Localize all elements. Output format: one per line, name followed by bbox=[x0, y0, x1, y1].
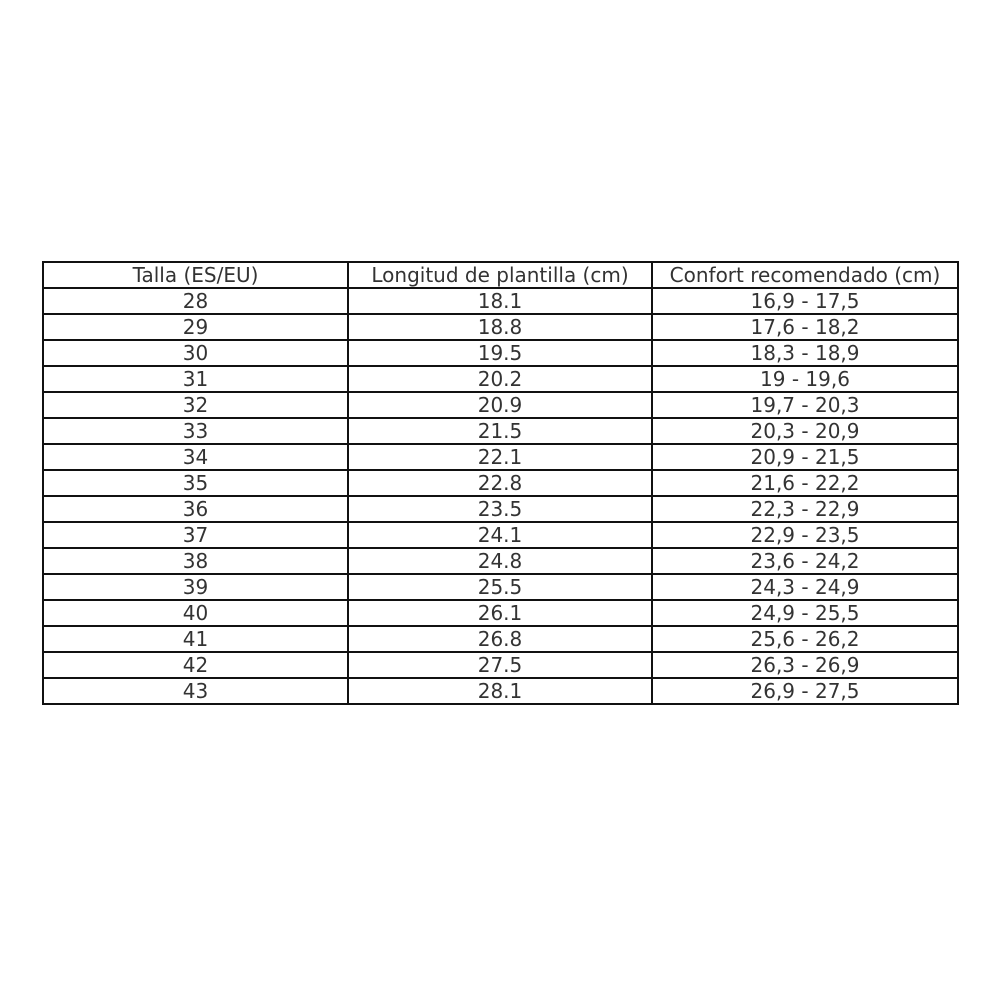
cell-insole-length: 25.5 bbox=[348, 574, 652, 600]
cell-recommended-comfort: 25,6 - 26,2 bbox=[652, 626, 958, 652]
table-row bbox=[43, 548, 958, 574]
cell-size: 43 bbox=[43, 678, 348, 704]
cell-size: 40 bbox=[43, 600, 348, 626]
cell-insole-length: 24.8 bbox=[348, 548, 652, 574]
cell-recommended-comfort: 26,3 - 26,9 bbox=[652, 652, 958, 678]
cell-size: 28 bbox=[43, 288, 348, 314]
table-body bbox=[43, 288, 958, 704]
cell-recommended-comfort: 24,3 - 24,9 bbox=[652, 574, 958, 600]
cell-size: 41 bbox=[43, 626, 348, 652]
cell-size: 36 bbox=[43, 496, 348, 522]
table-row bbox=[43, 678, 958, 704]
cell-insole-length: 18.1 bbox=[348, 288, 652, 314]
cell-recommended-comfort: 23,6 - 24,2 bbox=[652, 548, 958, 574]
cell-recommended-comfort: 22,3 - 22,9 bbox=[652, 496, 958, 522]
cell-size: 42 bbox=[43, 652, 348, 678]
table-row bbox=[43, 652, 958, 678]
cell-size: 38 bbox=[43, 548, 348, 574]
table-row bbox=[43, 444, 958, 470]
header-recommended-comfort: Confort recomendado (cm) bbox=[652, 262, 958, 288]
cell-insole-length: 19.5 bbox=[348, 340, 652, 366]
cell-recommended-comfort: 17,6 - 18,2 bbox=[652, 314, 958, 340]
cell-size: 34 bbox=[43, 444, 348, 470]
table-row bbox=[43, 600, 958, 626]
cell-size: 33 bbox=[43, 418, 348, 444]
cell-insole-length: 24.1 bbox=[348, 522, 652, 548]
table-row bbox=[43, 496, 958, 522]
cell-recommended-comfort: 21,6 - 22,2 bbox=[652, 470, 958, 496]
cell-insole-length: 23.5 bbox=[348, 496, 652, 522]
cell-recommended-comfort: 18,3 - 18,9 bbox=[652, 340, 958, 366]
cell-size: 31 bbox=[43, 366, 348, 392]
cell-recommended-comfort: 16,9 - 17,5 bbox=[652, 288, 958, 314]
header-insole-length: Longitud de plantilla (cm) bbox=[348, 262, 652, 288]
cell-recommended-comfort: 20,3 - 20,9 bbox=[652, 418, 958, 444]
table-row bbox=[43, 340, 958, 366]
cell-insole-length: 21.5 bbox=[348, 418, 652, 444]
cell-size: 39 bbox=[43, 574, 348, 600]
cell-size: 37 bbox=[43, 522, 348, 548]
cell-size: 30 bbox=[43, 340, 348, 366]
table-row bbox=[43, 470, 958, 496]
cell-size: 32 bbox=[43, 392, 348, 418]
table-row bbox=[43, 522, 958, 548]
cell-insole-length: 22.8 bbox=[348, 470, 652, 496]
cell-size: 29 bbox=[43, 314, 348, 340]
table-row bbox=[43, 314, 958, 340]
cell-insole-length: 18.8 bbox=[348, 314, 652, 340]
cell-recommended-comfort: 22,9 - 23,5 bbox=[652, 522, 958, 548]
table-row bbox=[43, 366, 958, 392]
cell-insole-length: 20.9 bbox=[348, 392, 652, 418]
table-row bbox=[43, 574, 958, 600]
table-row bbox=[43, 288, 958, 314]
cell-insole-length: 20.2 bbox=[348, 366, 652, 392]
cell-recommended-comfort: 26,9 - 27,5 bbox=[652, 678, 958, 704]
cell-recommended-comfort: 19,7 - 20,3 bbox=[652, 392, 958, 418]
cell-insole-length: 28.1 bbox=[348, 678, 652, 704]
cell-insole-length: 27.5 bbox=[348, 652, 652, 678]
table-header-row bbox=[43, 262, 958, 288]
cell-insole-length: 26.8 bbox=[348, 626, 652, 652]
cell-recommended-comfort: 20,9 - 21,5 bbox=[652, 444, 958, 470]
size-chart-table bbox=[42, 261, 959, 705]
header-size: Talla (ES/EU) bbox=[43, 262, 348, 288]
cell-insole-length: 22.1 bbox=[348, 444, 652, 470]
cell-recommended-comfort: 19 - 19,6 bbox=[652, 366, 958, 392]
table-row bbox=[43, 626, 958, 652]
table-row bbox=[43, 392, 958, 418]
table-row bbox=[43, 418, 958, 444]
cell-recommended-comfort: 24,9 - 25,5 bbox=[652, 600, 958, 626]
cell-size: 35 bbox=[43, 470, 348, 496]
cell-insole-length: 26.1 bbox=[348, 600, 652, 626]
